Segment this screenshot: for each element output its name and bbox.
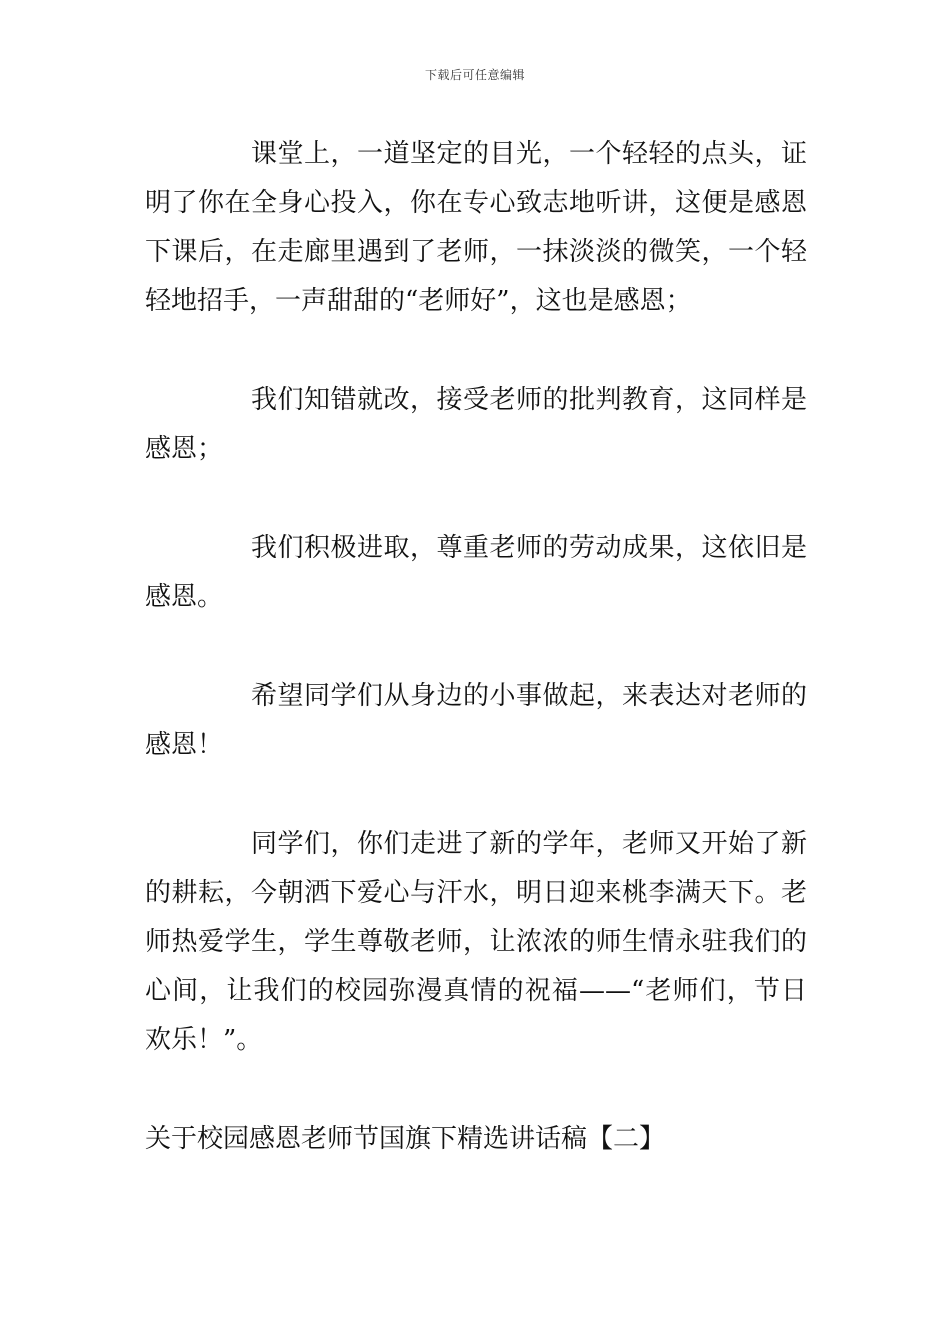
paragraph-correct-mistakes: 我们知错就改，接受老师的批判教育，这同样是感恩； (145, 385, 807, 464)
paragraph-respect-work: 我们积极进取，尊重老师的劳动成果，这依旧是感恩。 (145, 533, 807, 612)
paragraph-gratitude-in-class: 课堂上，一道坚定的目光，一个轻轻的点头，证明了你在全身心投入，你在专心致志地听讲，这便是感恩下课后，在走廊里遇到了老师，一抹淡淡的微笑，一个轻轻地招手，一声甜甜的“老师好”，这也是感恩； (145, 139, 807, 316)
paragraph-small-things: 希望同学们从身边的小事做起，来表达对老师的感恩！ (145, 681, 807, 760)
paragraph-new-school-year: 同学们，你们走进了新的学年，老师又开始了新的耕耘，今朝洒下爱心与汗水，明日迎来桃李满天下。老师热爱学生，学生尊敬老师，让浓浓的师生情永驻我们的心间，让我们的校园弥漫真情的祝福——“老师们，节日欢乐！”。 (145, 829, 807, 1055)
header-note: 下载后可任意编辑 (424, 68, 525, 82)
document-body (145, 130, 807, 1164)
section-heading: 关于校园感恩老师节国旗下精选讲话稿【二】 (145, 1124, 666, 1154)
